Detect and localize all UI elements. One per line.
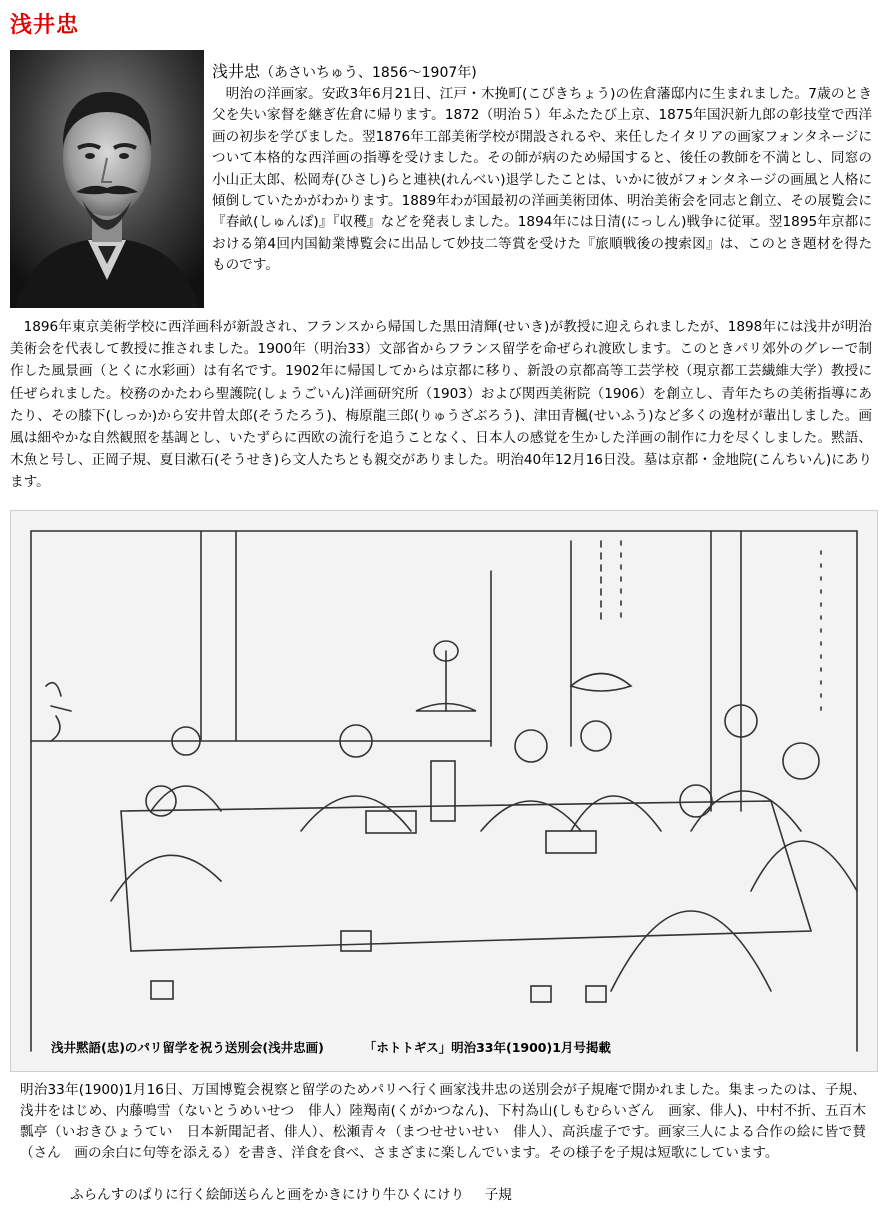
poem-line bbox=[70, 1185, 512, 1205]
caption-source: 「ホトトギス」明治33年(1900)1月号掲載 bbox=[363, 1040, 611, 1055]
poem-text: ふらんすのぱりに行く絵師送らんと画をかきにけり牛ひくにけり bbox=[70, 1187, 465, 1203]
bio-reading-dates: （あさいちゅう、1856～1907年) bbox=[260, 65, 477, 81]
caption-title: 浅井黙語(忠)のパリ留学を祝う送別会(浅井忠画) bbox=[51, 1040, 324, 1055]
bio-heading bbox=[212, 62, 477, 83]
poem-author: 子規 bbox=[484, 1187, 512, 1203]
portrait-image bbox=[10, 50, 204, 308]
page-title: 浅井忠 bbox=[10, 13, 80, 38]
story-paragraph: 明治33年(1900)1月16日、万国博覧会視察と留学のためパリへ行く画家浅井忠の送別会が子規庵で開かれました。集まったのは、子規、浅井をはじめ、内藤鳴雪（ないとうめいせつ 俳人）陸羯南(くがかつなん)、下村為山(しもむらいざん 画家、俳人)、中村不折、五百木瓢亭（いおきひょうてい 日本新聞記者、俳人）、松瀬青々（まつせせいせい 俳人）、高浜虚子です。画家三人による合作の絵に皆で賛（さん 画の余白に句等を添える）を書き、洋食を食べ、さまざまに楽しんでいます。その様子を子規は短歌にしています。 bbox=[20, 1082, 866, 1161]
ink-drawing bbox=[11, 511, 877, 1071]
bio-name: 浅井忠 bbox=[212, 62, 261, 81]
bio-paragraph-2: 1896年東京美術学校に西洋画科が新設され、フランスから帰国した黒田清輝(せいき)が教授に迎えられましたが、1898年には浅井が明治美術会を代表して教授に推されました。1900年（明治33）文部省からフランス留学を命ぜられ渡欧します。このときパリ郊外のグレーで制作した風景画（とくに水彩画）は有名です。1902年に帰国してからは京都に移り、新設の京都高等工芸学校（現京都工芸繊維大学）教授に任ぜられました。校務のかたわら聖護院(しょうごいん)洋画研究所（1903）および関西美術院（1906）を創立し、青年たちの美術指導にあたり、その膝下(しっか)から安井曽太郎(そうたろう)、梅原龍三郎(りゅうざぶろう)、津田青楓(せいふう)など多くの逸材が輩出しました。画風は細やかな自然観照を基調とし、いたずらに西欧の流行を追うことなく、日本人の感覚を生かした洋画の制作に力を尽くしました。黙語、木魚と号し、正岡子規、夏目漱石(そうせき)ら文人たちとも親交がありました。明治40年12月16日没。墓は京都・金地院(こんちいん)にあります。 bbox=[10, 319, 872, 491]
farewell-party-illustration bbox=[10, 510, 878, 1072]
portrait-photo bbox=[10, 50, 204, 308]
bio-paragraph-1: 明治の洋画家。安政3年6月21日、江戸・木挽町(こびきちょう)の佐倉藩邸内に生まれました。7歳のとき父を失い家督を継ぎ佐倉に帰ります。1872（明治５）年ふたたび上京、1875年国沢新九郎の彰技堂で西洋画の初歩を学びました。翌1876年工部美術学校が開設されるや、来任したイタリアの画家フォンタネージについて本格的な西洋画の指導を受けました。その師が病のため帰国すると、後任の教師を不満とし、同窓の小山正太郎、松岡寿(ひさし)らと連袂(れんべい)退学したことは、いかに彼がフォンタネージの画風と人格に傾倒していたかがわかります。1889年わが国最初の洋画美術団体、明治美術会を同志と創立、その展覧会に『春畝(しゅんぽ)』『収穫』などを発表しました。1894年には日清(にっしん)戦争に従軍。翌1895年京都における第4回内国勧業博覧会に出品して妙技二等賞を受けた『旅順戦後の捜索図』は、このとき題材を得たものです。 bbox=[212, 86, 872, 274]
illustration-caption bbox=[45, 1037, 617, 1057]
